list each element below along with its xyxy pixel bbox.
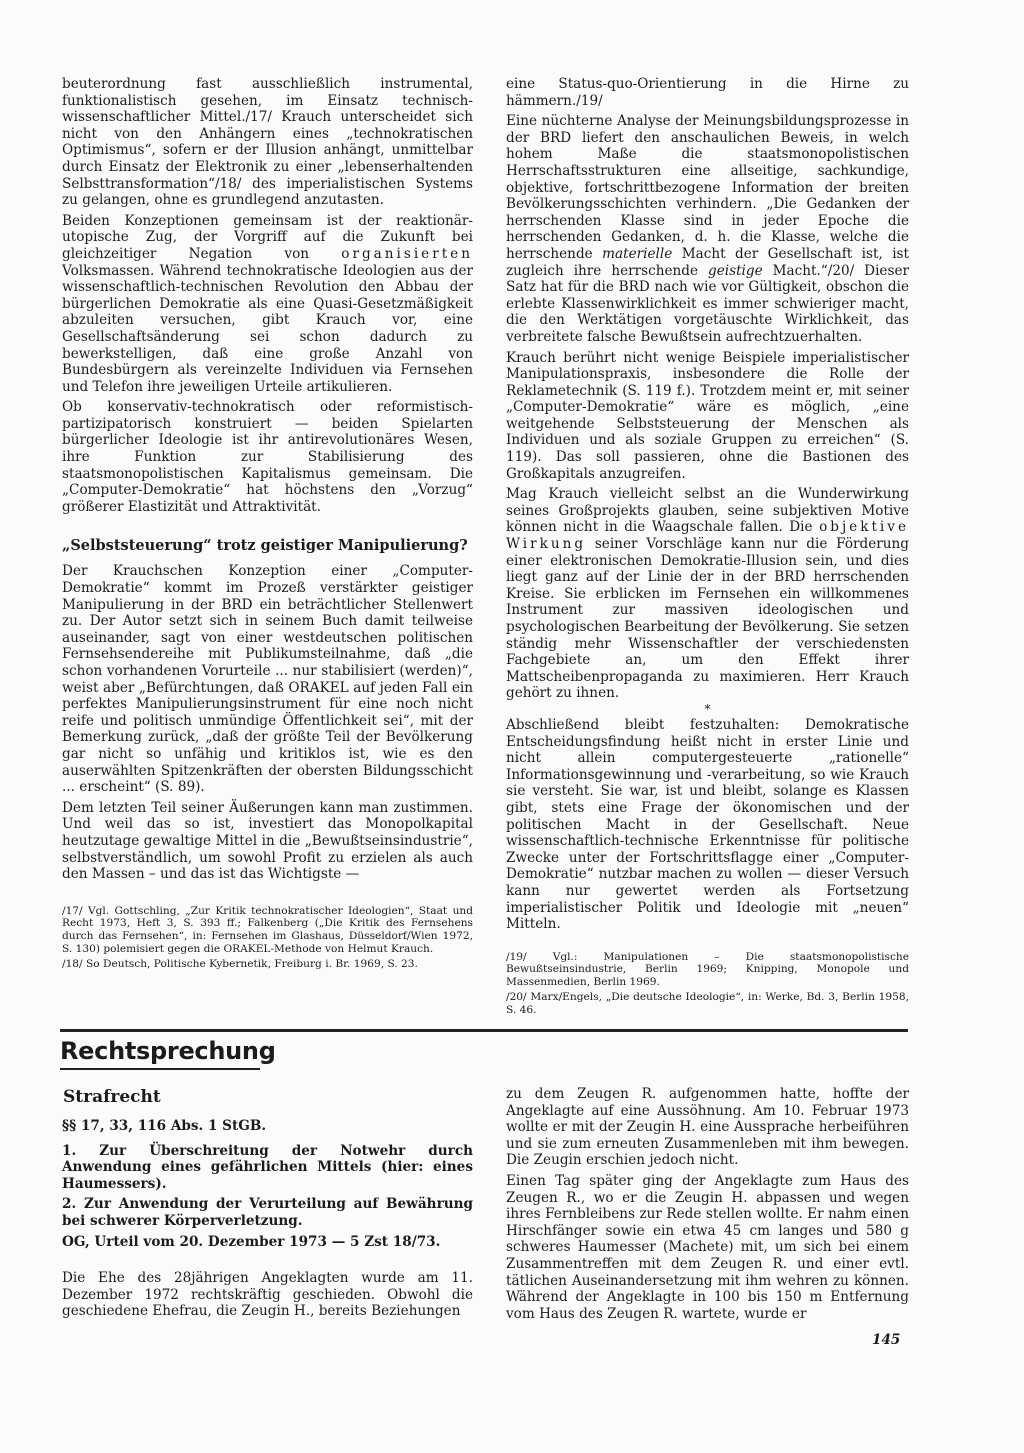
left-paragraph-5: Dem letzten Teil seiner Äußerungen kann man zustimmen. Und weil das so ist, investiert das Monopolkapital heutzutage gewaltige Mittel in die „Bewußtseinsindustrie“, selbstverständlich, um sowohl Profit zu erzielen als auch den Massen – und das ist das Wichtigste — xyxy=(62,799,473,883)
section-separator: * xyxy=(704,701,711,716)
footnote-17: /17/ Vgl. Gottschling, „Zur Kritik technokratischer Ideologien“, Staat und Recht 1973, Heft 3, S. 393 ff.; Falkenberg („Die Kritik des Fernsehens durch das Fernsehen“, in: Fernsehen im Glashaus, Düsseldorf/Wien 1972, S. 130) polemisiert gegen die ORAKEL-Methode von Helmut Krauch. xyxy=(62,904,473,955)
ruling-text-right-1: zu dem Zeugen R. aufgenommen hatte, hoffte der Angeklagte auf eine Aussöhnung. Am 10. Februar 1973 wollte er mit der Zeugin H. eine Aussprache herbeiführen und sie zum erneuten Zusammenleben mit ihm bewegen. Die Zeugin erschien jedoch nicht. xyxy=(506,1086,909,1169)
left-paragraph-3: Ob konservativ-technokratisch oder reformistisch-partizipatorisch konstruiert — beiden Spielarten bürgerlicher Ideologie ist ihr antirevolutionäres Wesen, ihre Funktion zur Stabilisierung des staatsmonopolistischen Kapitalismus gemeinsam. Die „Computer-Demokratie“ hat höchstens den „Vorzug“ größerer Elastizität und Attraktivität. xyxy=(62,399,473,515)
right-column xyxy=(506,76,909,1017)
left-column xyxy=(62,76,473,971)
section-title: Rechtsprechung xyxy=(60,1037,276,1065)
footnote-18: /18/ So Deutsch, Politische Kybernetik, Freiburg i. Br. 1969, S. 23. xyxy=(62,958,418,971)
right-paragraph-2 xyxy=(506,113,909,345)
page-number: 145 xyxy=(872,1332,901,1348)
headnote-1: 1. Zur Überschreitung der Notwehr durch Anwendung eines gefährlichen Mittels (hier: eines Haumessers). xyxy=(62,1142,473,1192)
statute-reference: §§ 17, 33, 116 Abs. 1 StGB. xyxy=(62,1118,267,1134)
text-run: Macht der Gesellschaft ist, ist zugleich ihre herrschende xyxy=(506,245,909,279)
right-paragraph-1: eine Status-quo-Orientierung in die Hirne zu hämmern./19/ xyxy=(506,76,909,109)
footnote-20: /20/ Marx/Engels, „Die deutsche Ideologie“, in: Werke, Bd. 3, Berlin 1958, S. 46. xyxy=(506,991,909,1017)
left-paragraph-1: beuterordnung fast ausschließlich instrumental, funktionalistisch gesehen, im Einsatz technisch-wissenschaftlicher Mittel./17/ Krauch unterscheidet sich nicht von den Anhängern eines „technokratischen Optimismus“, sofern er der Illusion anhängt, unmittelbar durch Einsatz der Elektronik zu einer „lebenserhaltenden Selbsttransformation“/18/ des imperialistischen Systems zu gelangen, ohne es grundlegend anzutasten. xyxy=(62,76,473,209)
title-underline xyxy=(60,1068,260,1070)
section-subtitle: Strafrecht xyxy=(63,1087,161,1107)
text-run: Beiden Konzeptionen gemeinsam ist der reaktionär-utopische Zug, der Vorgriff auf die Zukunft bei gleichzeitiger Negation von xyxy=(62,212,473,262)
headnote-2: 2. Zur Anwendung der Verurteilung auf Bewährung bei schwerer Körperverletzung. xyxy=(62,1196,473,1229)
right-paragraph-3: Krauch berührt nicht wenige Beispiele imperialistischer Manipulationspraxis, insbesondere die Rolle der Reklametechnik (S. 119 f.). Trotzdem meint er, mit seiner „Computer-Demokratie“ wäre es möglich, „eine weitgehende Selbststeuerung der Menschen als Individuen und als soziale Gruppen zu erreichen“ (S. 119). Das soll passieren, ohne die Bastionen des Großkapitals anzugreifen. xyxy=(506,349,909,482)
subheading: „Selbststeuerung“ trotz geistiger Manipulierung? xyxy=(62,537,468,555)
left-footnotes xyxy=(62,905,473,971)
right-paragraph-4 xyxy=(506,486,909,702)
right-paragraph-5: Abschließend bleibt festzuhalten: Demokratische Entscheidungsfindung heißt nicht in erster Linie und nicht allein computergesteuerte „rationelle“ Informationsgewinnung und -verarbeitung, so wie Krauch sie versteht. Sie war, ist und bleibt, solange es Klassen gibt, stets eine Frage der ökonomischen und der politischen Macht in der Gesellschaft. Neue wissenschaftlich-technische Erkenntnisse für politische Zwecke unter der Fortschrittsflagge einer „Computer-Demokratie“ nutzbar machen zu wollen — dieser Versuch kann nur gewertet werden als Fortsetzung imperialistischer Politik und Ideologie mit „neuen“ Mitteln. xyxy=(506,716,909,933)
italic-emphasis: geistige xyxy=(708,262,763,279)
ruling-text-left: Die Ehe des 28jährigen Angeklagten wurde am 11. Dezember 1972 rechtskräftig geschieden. Obwohl die geschiedene Ehefrau, die Zeugin H., bereits Beziehungen xyxy=(62,1270,473,1320)
court-citation: OG, Urteil vom 20. Dezember 1973 — 5 Zst 18/73. xyxy=(62,1233,441,1250)
footnote-19: /19/ Vgl.: Manipulationen – Die staatsmonopolistische Bewußtseinsindustrie, Berlin 1969; Knipping, Monopole und Massenmedien, Berlin 1969. xyxy=(506,950,909,988)
ruling-left-column xyxy=(62,1118,473,1320)
ruling-text-right-2: Einen Tag später ging der Angeklagte zum Haus des Zeugen R., wo er die Zeugin H. abpassen und wegen ihres Fernbleibens zur Rede stellen wollte. Er nahm einen Hirschfänger sowie ein etwa 45 cm langes und 580 g schweres Haumesser (Machete) mit, um sich bei einem Zusammentreffen mit dem Zeugen R. und einer evtl. tätlichen Auseinandersetzung mit ihm wehren zu können. Während der Angeklagte in 100 bis 150 m Entfernung vom Haus des Zeugen R. wartete, wurde er xyxy=(506,1172,909,1322)
left-paragraph-2 xyxy=(62,213,473,396)
spaced-emphasis: organisierten xyxy=(341,245,473,262)
italic-emphasis: materielle xyxy=(602,245,673,262)
text-run: Eine nüchterne Analyse der Meinungsbildungsprozesse in der BRD liefert den anschaulichen Beweis, in welch hohem Maße die staatsmonopolistischen Herrschaftsstrukturen eine allseitige, sachkundige, objektive, fortschrittbezogene Information der breiten Bevölkerungsschichten verhindern. „Die Gedanken der herrschenden Klasse sind in jeder Epoche die herrschenden Gedanken, d. h. die Klasse, welche die herrschende xyxy=(506,113,909,262)
text-run: seiner Vorschläge kann nur die Förderung einer elektronischen Demokratie-Illusion sein, und dies liegt ganz auf der Linie der in der BRD herrschenden Kreise. Sie erblicken im Fernsehen ein willkommenes Instrument zur massiven ideologischen und psychologischen Bearbeitung der Bevölkerung. Sie setzen ständig mehr Wissenschaftler der verschiedensten Fachgebiete an, um den Effekt ihrer Mattscheibenpropaganda zu maximieren. Herr Krauch gehört zu ihnen. xyxy=(506,536,909,702)
text-run: Macht.“/20/ Dieser Satz hat für die BRD nach wie vor Gültigkeit, obschon die erlebte Klassenwirklichkeit es immer schwieriger macht, die den Werktätigen vorgetäuschte Wirklichkeit, das verbreitete falsche Bewußtsein aufrechtzuerhalten. xyxy=(506,262,909,345)
section-rule xyxy=(60,1029,908,1032)
right-footnotes xyxy=(506,951,909,1017)
left-paragraph-4: Der Krauchschen Konzeption einer „Computer-Demokratie“ kommt im Prozeß verstärkter geistiger Manipulierung in der BRD ein beträchtlicher Stellenwert zu. Der Autor setzt sich in seinem Buch damit teilweise auseinander, sagt von einer westdeutschen politischen Fernsehsendereihe mit Publikumsteilnahme, daß „die schon vorhandenen Vorurteile ... nur stabilisiert (werden)“, weist aber „Befürchtungen, daß ORAKEL auf jeden Fall ein perfektes Manipulierungsinstrument für eine noch nicht reife und politisch unmündige Öffentlichkeit sei“, mit der Bemerkung zurück, „daß der größte Teil der Bevölkerung gar nicht so unfähig und kritiklos ist, wie es den auserwählten Spitzenkräften der obersten Bildungsschicht ... erscheint“ (S. 89). xyxy=(62,563,473,796)
text-run: Volksmassen. Während technokratische Ideologien aus der wissenschaftlich-technischen Revolution den Abbau der bürgerlichen Demokratie als eine Quasi-Gesetzmäßigkeit abzuleiten versuchen, gibt Krauch vor, eine Gesellschaftsänderung sei schon dadurch zu bewerkstelligen, daß eine große Anzahl von Bundesbürgern als vereinzelte Individuen via Fernsehen und Telefon ihre jeweiligen Urteile artikulieren. xyxy=(62,262,473,395)
ruling-right-column xyxy=(506,1086,909,1322)
spaced-emphasis: objektive Wirkung xyxy=(506,519,909,553)
text-run: Mag Krauch vielleicht selbst an die Wunderwirkung seines Großprojekts glauben, seine subjektiven Motive können nicht in die Waagschale fallen. Die xyxy=(506,486,909,536)
